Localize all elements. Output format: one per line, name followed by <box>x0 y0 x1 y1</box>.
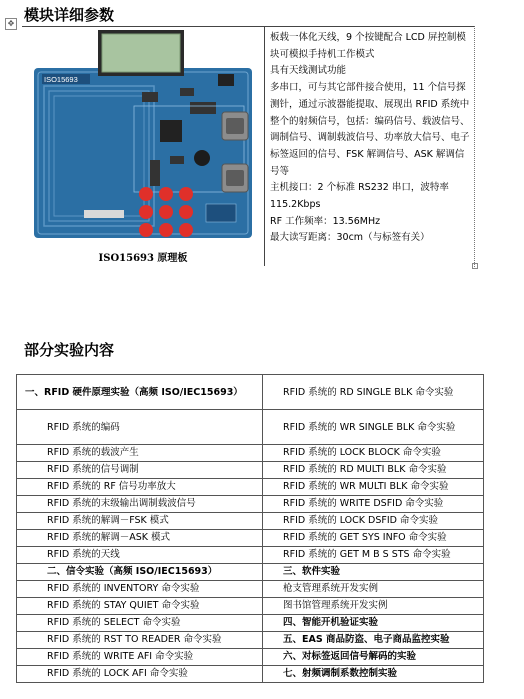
experiment-right-cell: 枪支管理系统开发实例 <box>263 581 484 598</box>
table-row <box>17 615 484 632</box>
experiment-left-cell: RFID 系统的天线 <box>17 547 263 564</box>
experiment-right-cell: 图书馆管理系统开发实例 <box>263 598 484 615</box>
table-row <box>17 564 484 581</box>
experiment-left-cell: RFID 系统的 SELECT 命令实验 <box>17 615 263 632</box>
table-row <box>17 479 484 496</box>
experiment-left-cell: RFID 系统的 RF 信号功率放大 <box>17 479 263 496</box>
board-caption: ISO15693 原理板 <box>98 253 188 264</box>
desc-line: 最大读写距离：30cm（与标签有关） <box>270 232 430 244</box>
table-row <box>17 598 484 615</box>
table-row <box>17 632 484 649</box>
keypad <box>139 187 193 237</box>
experiment-right-cell: 六、对标签返回信号解码的实验 <box>263 649 484 666</box>
lcd-screen <box>102 34 180 72</box>
experiment-right-cell: RFID 系统的 GET SYS INFO 命令实验 <box>263 530 484 547</box>
experiment-left-cell: RFID 系统的编码 <box>17 410 263 445</box>
experiment-right-cell: RFID 系统的 RD MULTI BLK 命令实验 <box>263 462 484 479</box>
experiment-right-cell: RFID 系统的 LOCK DSFID 命令实验 <box>263 513 484 530</box>
experiment-left-cell: 二、信令实验（高频 ISO/IEC15693） <box>17 564 263 581</box>
experiment-left-cell: RFID 系统的载波产生 <box>17 445 263 462</box>
experiment-left-cell: RFID 系统的 INVENTORY 命令实验 <box>17 581 263 598</box>
table-resize-handle[interactable] <box>472 263 478 269</box>
experiment-right-cell: RFID 系统的 RD SINGLE BLK 命令实验 <box>263 375 484 410</box>
experiment-left-cell: 一、RFID 硬件原理实验（高频 ISO/IEC15693） <box>17 375 263 410</box>
table-row <box>17 649 484 666</box>
experiment-left-cell: RFID 系统的信号调制 <box>17 462 263 479</box>
experiment-right-cell: RFID 系统的 GET M B S STS 命令实验 <box>263 547 484 564</box>
module-description <box>270 30 470 247</box>
module-table-divider <box>264 26 265 266</box>
table-row <box>17 375 484 410</box>
experiments-heading: 部分实验内容 <box>24 341 115 359</box>
table-row <box>17 530 484 547</box>
experiment-left-cell: RFID 系统的解调－ASK 模式 <box>17 530 263 547</box>
experiment-left-cell: RFID 系统的末级输出调制载波信号 <box>17 496 263 513</box>
table-row <box>17 547 484 564</box>
table-row <box>17 666 484 683</box>
table-row <box>17 496 484 513</box>
experiment-right-cell: 五、EAS 商品防盗、电子商品监控实验 <box>263 632 484 649</box>
desc-line: 具有天线测试功能 <box>270 65 347 77</box>
experiment-right-cell: 四、智能开机验证实验 <box>263 615 484 632</box>
board-logo: ISO15693 <box>44 75 78 84</box>
table-row <box>17 445 484 462</box>
experiment-right-cell: 三、软件实验 <box>263 564 484 581</box>
table-row <box>17 462 484 479</box>
experiment-left-cell: RFID 系统的 STAY QUIET 命令实验 <box>17 598 263 615</box>
experiment-left-cell: RFID 系统的 WRITE AFI 命令实验 <box>17 649 263 666</box>
experiment-left-cell: RFID 系统的解调－FSK 模式 <box>17 513 263 530</box>
table-move-handle-icon[interactable]: ✥ <box>5 18 17 30</box>
desc-line: 多串口，可与其它部件接合使用，11 个信号探测针，通过示波器能提取、展现出 RFID 系统中整个的射频信号，包括：编码信号、载波信号、调制信号、调制载波信号、功率放大信号、电子标签返回的信号、FSK 解调信号、ASK 解调信号等 <box>270 82 470 177</box>
table-row <box>17 581 484 598</box>
table-row <box>17 513 484 530</box>
experiments-table <box>16 374 484 683</box>
experiment-right-cell: RFID 系统的 LOCK BLOCK 命令实验 <box>263 445 484 462</box>
experiment-left-cell: RFID 系统的 LOCK AFI 命令实验 <box>17 666 263 683</box>
desc-line: RF 工作频率：13.56MHz <box>270 215 381 227</box>
desc-line: 主机接口：2 个标准 RS232 串口，波特率 115.2Kbps <box>270 182 449 211</box>
experiment-left-cell: RFID 系统的 RST TO READER 命令实验 <box>17 632 263 649</box>
desc-line: 板载一体化天线，9 个按键配合 LCD 屏控制模块可模拟手持机工作模式 <box>270 32 466 60</box>
module-params-heading: 模块详细参数 <box>24 6 115 24</box>
table-row <box>17 410 484 445</box>
experiment-right-cell: RFID 系统的 WRITE DSFID 命令实验 <box>263 496 484 513</box>
experiment-right-cell: RFID 系统的 WR MULTI BLK 命令实验 <box>263 479 484 496</box>
experiment-right-cell: RFID 系统的 WR SINGLE BLK 命令实验 <box>263 410 484 445</box>
experiment-right-cell: 七、射频调制系数控制实验 <box>263 666 484 683</box>
rfid-board-photo <box>30 28 256 248</box>
